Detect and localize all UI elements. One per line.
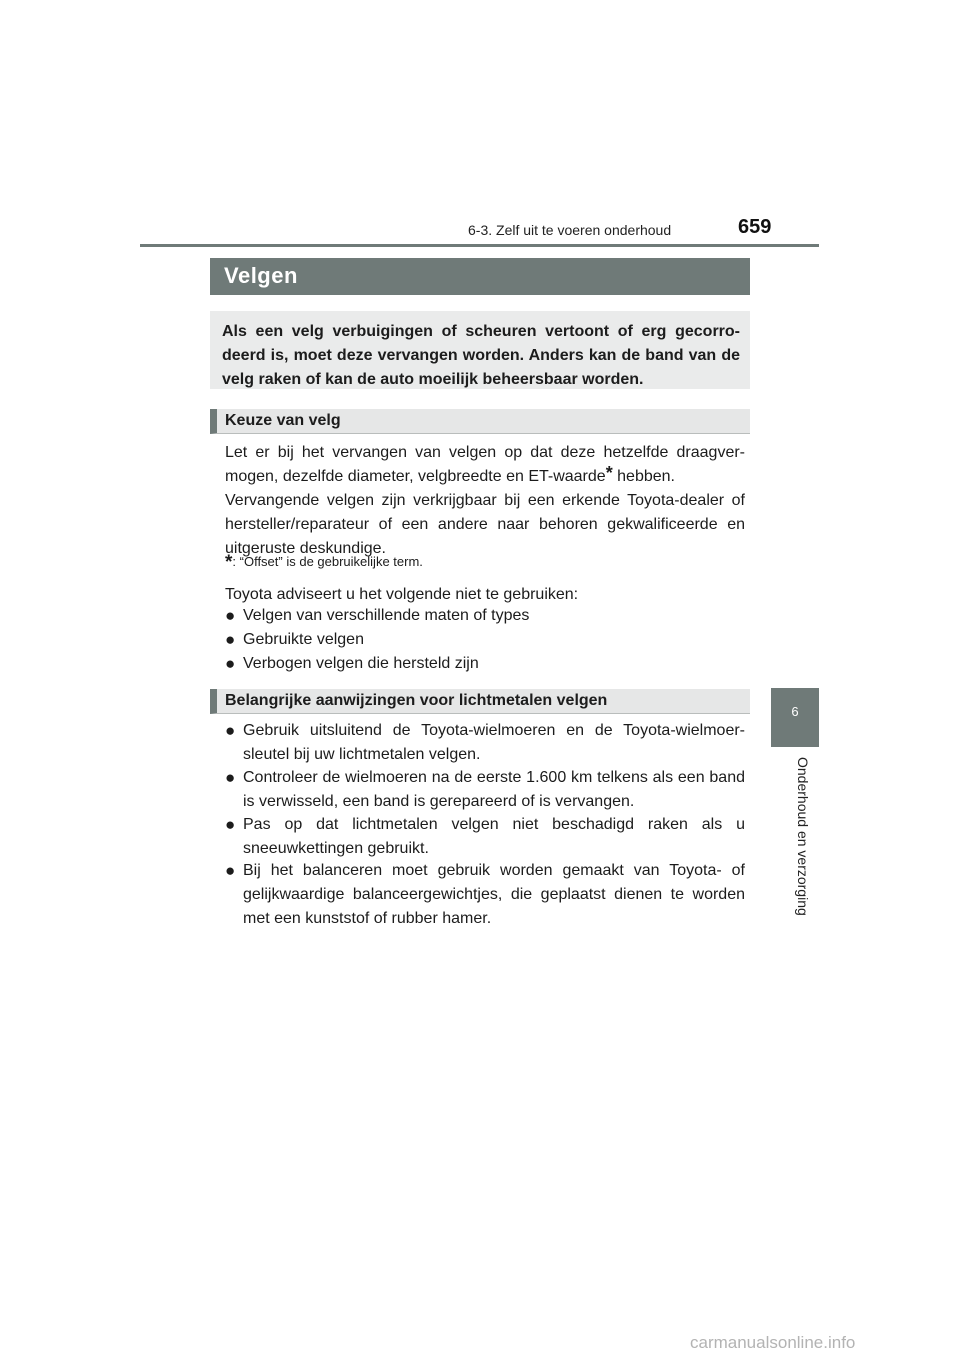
chapter-tab xyxy=(771,688,819,747)
footnote-marker: * xyxy=(605,463,613,483)
list-item xyxy=(225,628,745,652)
list-item-text: Velgen van verschillende maten of types xyxy=(243,607,530,624)
watermark: carmanualsonline.info xyxy=(690,1333,856,1352)
list-item xyxy=(225,719,745,767)
list-item-text: Verbogen velgen die hersteld zijn xyxy=(243,655,479,672)
page-number: 659 xyxy=(738,216,772,238)
bullet-icon: ● xyxy=(225,630,236,649)
bullet-icon: ● xyxy=(225,768,236,787)
bullet-icon: ● xyxy=(225,654,236,673)
bullet-icon: ● xyxy=(225,606,236,625)
subheading-text: Keuze van velg xyxy=(225,412,341,429)
paragraph-text: Let er bij het vervangen van velgen op dat deze hetzelfde draagvermogen, dezelfde diameter, velgbreedte en ET-waarde xyxy=(225,444,745,485)
footnote-star: * xyxy=(225,552,233,573)
subheading-lichtmetalen xyxy=(210,689,750,714)
list-item xyxy=(225,813,745,861)
page-title: Velgen xyxy=(224,263,298,288)
chapter-number: 6 xyxy=(791,704,799,719)
paragraph-load-capacity xyxy=(225,441,745,489)
header-section: 6-3. Zelf uit te voeren onderhoud xyxy=(468,222,672,238)
chapter-label: Onderhoud en verzorging xyxy=(795,757,811,916)
paragraph-dealer: Vervangende velgen zijn verkrijgbaar bij een erkende Toyota-dealer of hersteller/reparateur of een andere naar behoren gekwalificeerde en uitgeruste deskundige. xyxy=(225,492,745,557)
bullet-icon: ● xyxy=(225,721,236,740)
subheading-keuze xyxy=(210,409,750,434)
title-bar xyxy=(210,258,750,295)
footnote xyxy=(225,552,423,574)
list-item-text: Bij het balanceren moet gebruik worden gemaakt van Toyota- of gelijkwaardige balanceergewichtjes, die geplaatst dienen te worden met een kunststof of rubber hamer. xyxy=(243,862,745,927)
list-item xyxy=(225,604,745,628)
list-item xyxy=(225,766,745,814)
list-item-text: Gebruik uitsluitend de Toyota-wielmoeren en de Toyota-wielmoersleutel bij uw lichtmetalen velgen. xyxy=(243,722,745,763)
subheading-text: Belangrijke aanwijzingen voor lichtmetalen velgen xyxy=(225,692,608,709)
list-item-text: Pas op dat lichtmetalen velgen niet beschadigd raken als u sneeuwkettingen gebruikt. xyxy=(243,816,745,857)
intro-box: Als een velg verbuigingen of scheuren vertoont of erg gecorrodeerd is, moet deze vervangen worden. Anders kan de band van de velg raken of kan de auto moeilijk beheersbaar worden. xyxy=(210,311,750,389)
footnote-text: : “Offset” is de gebruikelijke term. xyxy=(232,554,423,569)
list-item-text: Controleer de wielmoeren na de eerste 1.600 km telkens als een band is verwisseld, een band is gerepareerd of is vervangen. xyxy=(243,769,745,810)
paragraph-advice: Toyota adviseert u het volgende niet te gebruiken: xyxy=(225,586,579,603)
list-item xyxy=(225,652,745,676)
bullet-icon: ● xyxy=(225,861,236,880)
bullet-icon: ● xyxy=(225,815,236,834)
list-item xyxy=(225,859,745,931)
header-rule xyxy=(140,244,819,247)
paragraph-text-end: hebben. xyxy=(612,468,675,485)
list-item-text: Gebruikte velgen xyxy=(243,631,364,648)
